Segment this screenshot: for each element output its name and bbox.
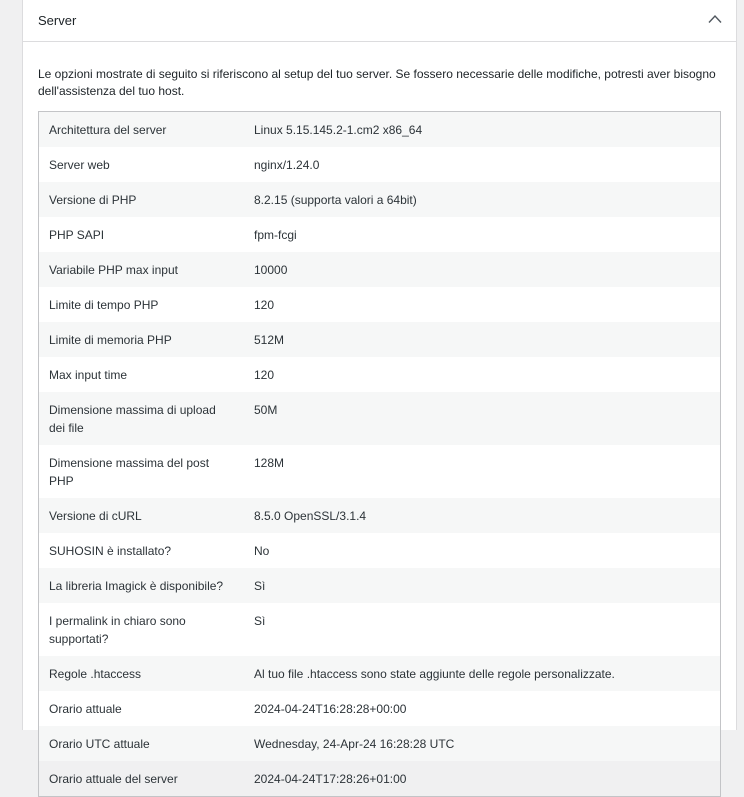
- row-value: No: [254, 544, 270, 558]
- section-description: Le opzioni mostrate di seguito si riferiscono al setup del tuo server. Se fossero necessarie delle modifiche, potresti aver bisogno dell'assistenza del tuo host.: [38, 67, 716, 98]
- row-label: PHP SAPI: [49, 228, 105, 242]
- accordion-header[interactable]: [23, 0, 736, 42]
- row-label: Orario attuale: [49, 702, 122, 716]
- table-row: [39, 726, 721, 761]
- row-label: Server web: [49, 158, 110, 172]
- row-value: Sì: [254, 614, 266, 628]
- table-row: [39, 656, 721, 691]
- table-row: [39, 252, 721, 287]
- table-row: [39, 147, 721, 182]
- row-label: Dimensione massima di upload dei file: [39, 392, 245, 445]
- row-value: Al tuo file .htaccess sono state aggiunte delle regole personalizzate.: [244, 656, 721, 691]
- table-row: [39, 603, 721, 656]
- row-value: 2024-04-24T16:28:28+00:00: [254, 702, 407, 716]
- row-value: 10000: [244, 252, 721, 287]
- row-label: Dimensione massima del post PHP: [49, 456, 210, 488]
- row-value: 2024-04-24T17:28:26+01:00: [254, 772, 407, 786]
- table-row: [39, 112, 721, 148]
- row-label: Max input time: [49, 368, 128, 382]
- row-label: Limite di tempo PHP: [49, 298, 159, 312]
- row-label: Limite di memoria PHP: [39, 322, 245, 357]
- row-value: Linux 5.15.145.2-1.cm2 x86_64: [244, 112, 721, 148]
- row-value: 512M: [244, 322, 721, 357]
- row-value: 120: [254, 298, 275, 312]
- server-info-panel: [22, 0, 737, 786]
- row-value: Wednesday, 24-Apr-24 16:28:28 UTC: [244, 726, 721, 761]
- row-value: nginx/1.24.0: [254, 158, 320, 172]
- table-row: [39, 287, 721, 322]
- table-row: [39, 217, 721, 252]
- row-label: Orario UTC attuale: [39, 726, 245, 761]
- row-label: La libreria Imagick è disponibile?: [39, 568, 245, 603]
- row-label: Variabile PHP max input: [39, 252, 245, 287]
- table-row: [39, 357, 721, 392]
- table-row: [39, 182, 721, 217]
- row-value: 128M: [254, 456, 285, 470]
- row-label: SUHOSIN è installato?: [49, 544, 172, 558]
- row-label: Architettura del server: [39, 112, 245, 148]
- table-row: [39, 691, 721, 726]
- table-row: [39, 445, 721, 498]
- row-value: fpm-fcgi: [254, 228, 297, 242]
- section-title: Server: [38, 13, 77, 28]
- row-label: Versione di PHP: [39, 182, 245, 217]
- row-value: Sì: [244, 568, 721, 603]
- table-row: [39, 498, 721, 533]
- row-label: Regole .htaccess: [39, 656, 245, 691]
- table-row: [39, 392, 721, 445]
- table-row: [39, 533, 721, 568]
- table-row: [39, 761, 721, 797]
- table-row: [39, 568, 721, 603]
- row-value: 8.2.15 (supporta valori a 64bit): [244, 182, 721, 217]
- row-value: 50M: [244, 392, 721, 445]
- row-value: 120: [254, 368, 275, 382]
- server-info-table: [38, 111, 721, 797]
- row-label: Orario attuale del server: [49, 772, 178, 786]
- row-label: I permalink in chiaro sono supportati?: [49, 614, 186, 646]
- chevron-up-icon[interactable]: [708, 14, 722, 24]
- row-value: 8.5.0 OpenSSL/3.1.4: [244, 498, 721, 533]
- table-row: [39, 322, 721, 357]
- row-label: Versione di cURL: [39, 498, 245, 533]
